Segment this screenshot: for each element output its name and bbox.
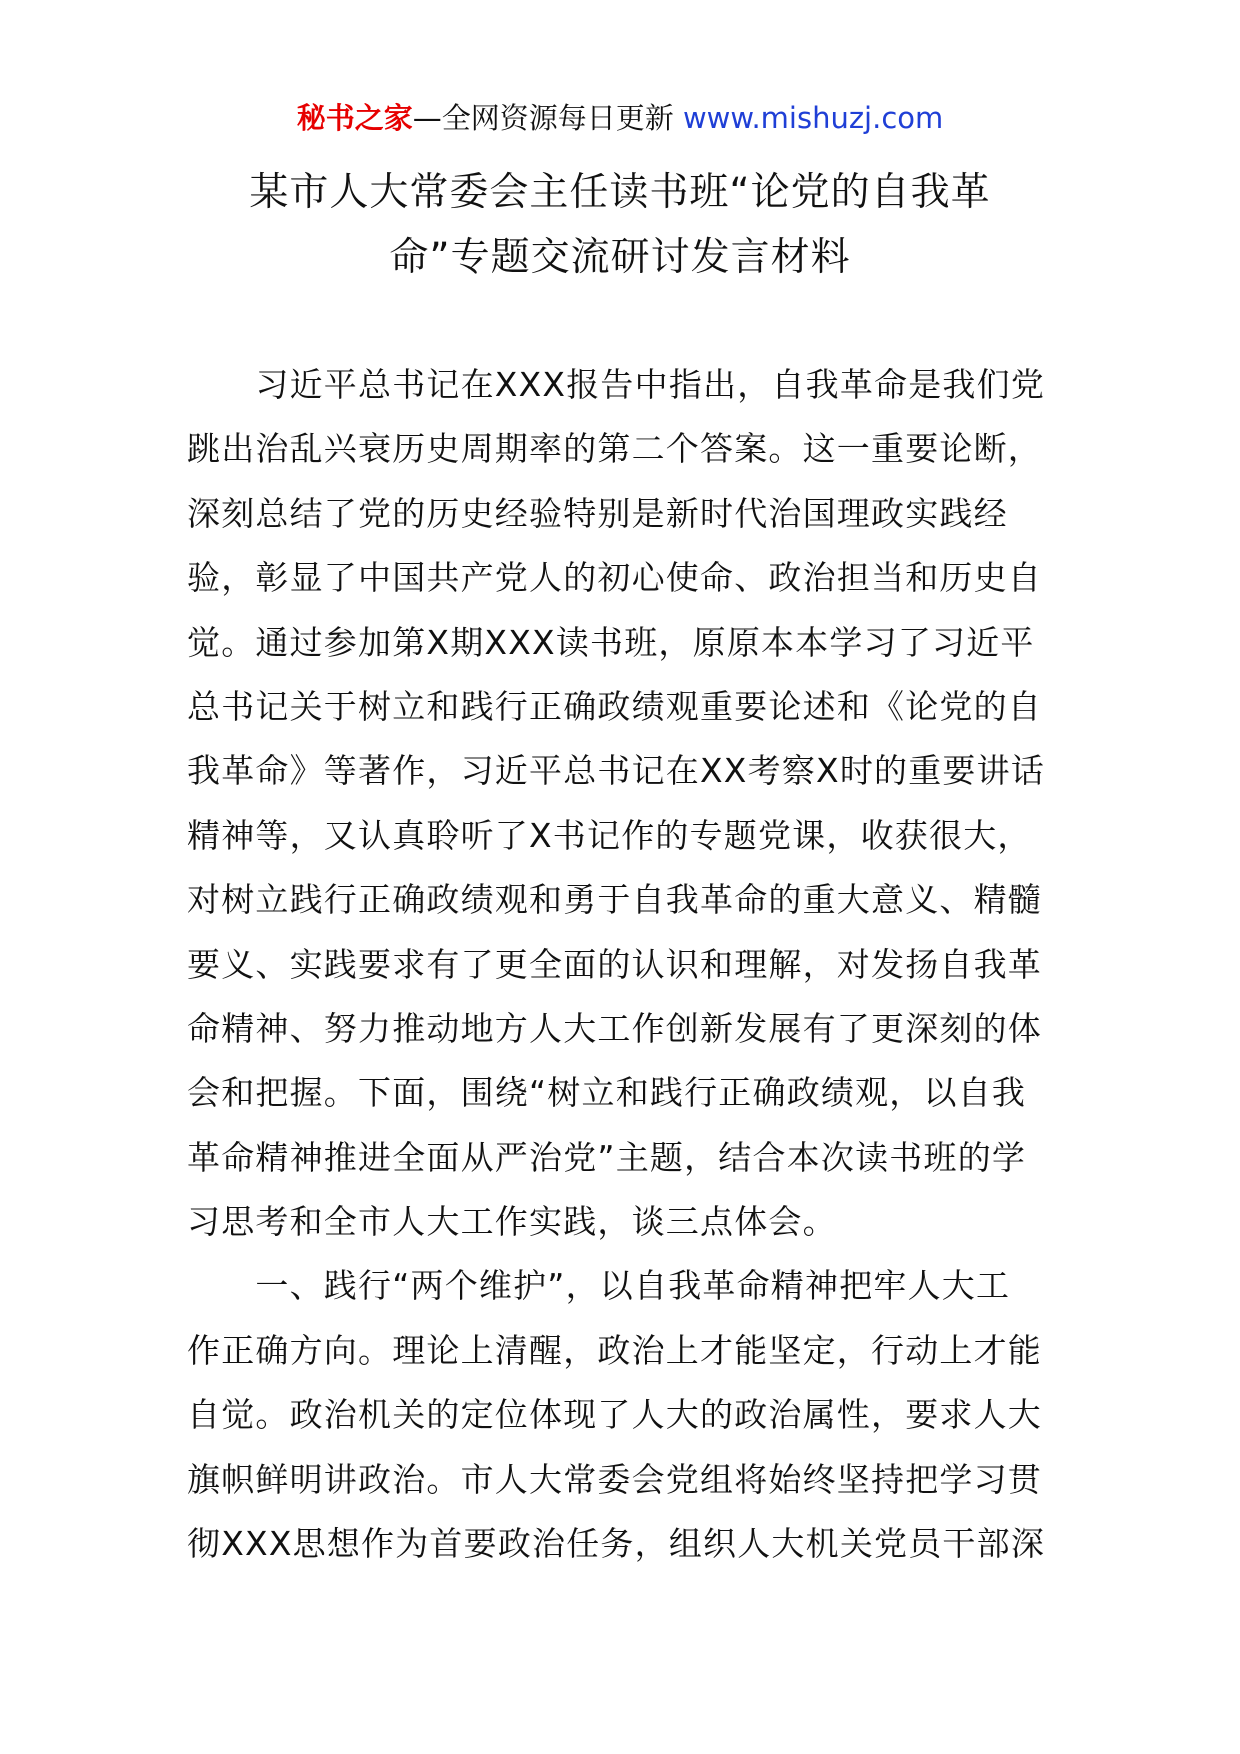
body-line: 精神等，又认真聆听了X书记作的专题党课，收获很大， [187,815,1032,855]
body-line: 跳出治乱兴衰历史周期率的第二个答案。这一重要论断， [187,429,1042,469]
body-line: 觉。通过参加第X期XXX读书班，原原本本学习了习近平 [187,622,1035,662]
body-line: 要义、实践要求有了更全面的认识和理解，对发扬自我革 [187,944,1042,984]
body-line: 总书记关于树立和践行正确政绩观重要论述和《论党的自 [187,686,1042,726]
document-title [190,160,1050,290]
body-line: 对树立践行正确政绩观和勇于自我革命的重大意义、精髓 [187,880,1042,920]
title-line-1: 某市人大常委会主任读书班“论党的自我革 [249,170,991,215]
header-brand: 秘书之家 [296,101,413,135]
body-line: 革命精神推进全面从严治党”主题，结合本次读书班的学 [187,1137,1027,1177]
header-tagline: —全网资源每日更新 [412,101,674,135]
body-line: 会和把握。下面，围绕“树立和践行正确政绩观，以自我 [187,1073,1027,1113]
body-line: 作正确方向。理论上清醒，政治上才能坚定，行动上才能 [187,1330,1042,1370]
body-line: 一、践行“两个维护”，以自我革命精神把牢人大工 [187,1266,1011,1306]
body-line: 习近平总书记在XXX报告中指出，自我革命是我们党 [187,365,1046,404]
body-line: 自觉。政治机关的定位体现了人大的政治属性，要求人大 [187,1395,1042,1435]
page-header [0,98,1240,138]
body-line: 我革命》等著作，习近平总书记在XX考察X时的重要讲话 [187,751,1046,791]
body-line: 习思考和全市人大工作实践，谈三点体会。 [187,1202,837,1242]
title-line-2: 命”专题交流研讨发言材料 [389,235,851,280]
body-line: 验，彰显了中国共产党人的初心使命、政治担当和历史自 [187,558,1042,598]
paragraph-section-1 [187,1254,1053,1576]
header-url-link[interactable]: www.mishuzj.com [682,101,944,135]
body-line: 彻XXX思想作为首要政治任务，组织人大机关党员干部深 [187,1524,1046,1564]
body-line: 旗帜鲜明讲政治。市人大常委会党组将始终坚持把学习贯 [187,1459,1042,1499]
body-line: 命精神、努力推动地方人大工作创新发展有了更深刻的体 [187,1008,1042,1048]
paragraph-intro [187,353,1053,1254]
document-body [187,353,1053,1576]
body-line: 深刻总结了党的历史经验特别是新时代治国理政实践经 [187,493,1008,533]
